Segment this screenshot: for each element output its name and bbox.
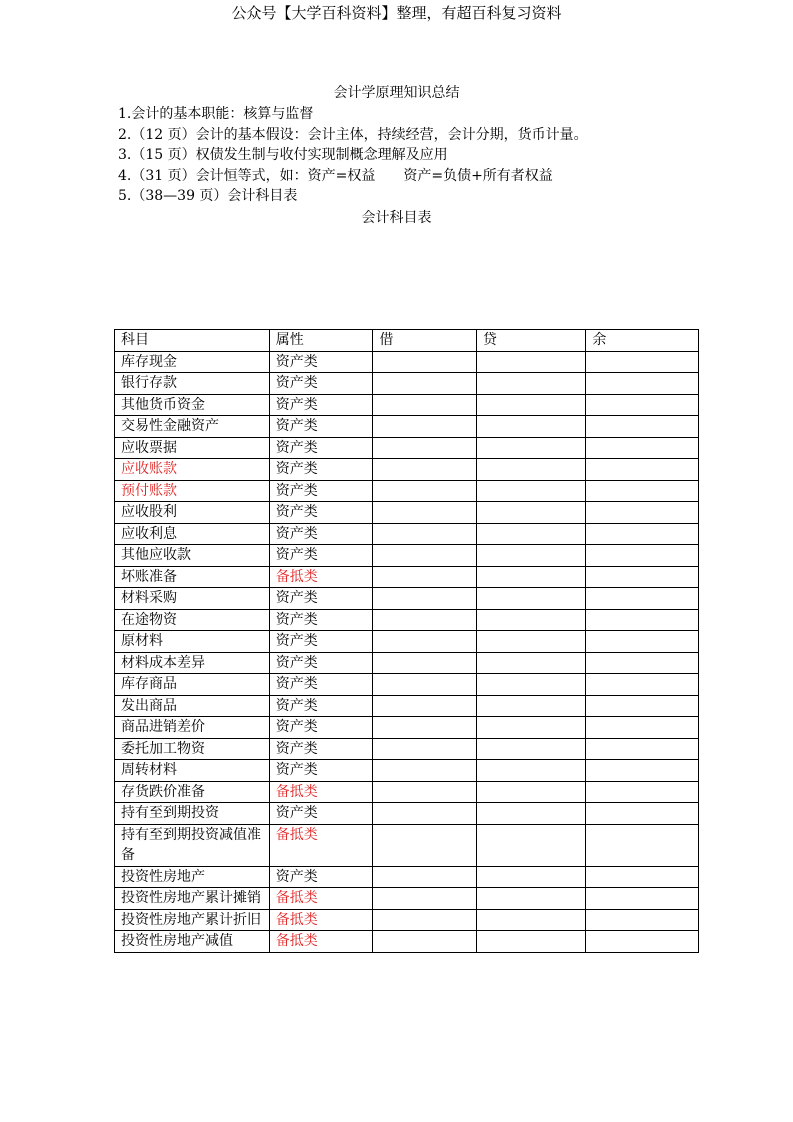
balance-cell [586, 803, 699, 825]
credit-cell [476, 437, 586, 459]
account-name-cell: 投资性房地产累计摊销 [115, 888, 270, 910]
account-name-cell: 应收股利 [115, 502, 270, 524]
table-row [115, 566, 699, 588]
document-title: 会计学原理知识总结 [333, 85, 460, 101]
credit-cell [476, 588, 586, 610]
credit-cell [476, 781, 586, 803]
table-row [115, 545, 699, 567]
account-name-cell: 其他货币资金 [115, 394, 270, 416]
account-name-cell: 委托加工物资 [115, 738, 270, 760]
balance-cell [586, 866, 699, 888]
debit-cell [373, 523, 477, 545]
credit-cell [476, 760, 586, 782]
table-row [115, 609, 699, 631]
debit-cell [373, 373, 477, 395]
key-points-list [118, 104, 758, 207]
account-name-cell: 交易性金融资产 [115, 416, 270, 438]
balance-cell [586, 437, 699, 459]
account-name-cell: 材料采购 [115, 588, 270, 610]
credit-cell [476, 394, 586, 416]
table-row [115, 824, 699, 866]
credit-cell [476, 351, 586, 373]
balance-cell [586, 738, 699, 760]
key-point: 5.（38—39 页）会计科目表 [118, 188, 298, 204]
account-name-cell: 原材料 [115, 631, 270, 653]
debit-cell [373, 931, 477, 953]
balance-cell [586, 674, 699, 696]
account-name-cell: 库存商品 [115, 674, 270, 696]
balance-cell [586, 909, 699, 931]
balance-cell [586, 459, 699, 481]
account-name-cell: 投资性房地产 [115, 866, 270, 888]
account-attribute-cell: 资产类 [269, 502, 373, 524]
debit-cell [373, 781, 477, 803]
debit-cell [373, 909, 477, 931]
account-attribute-cell: 备抵类 [269, 888, 373, 910]
credit-cell [476, 866, 586, 888]
balance-cell [586, 480, 699, 502]
account-attribute-cell: 备抵类 [269, 909, 373, 931]
debit-cell [373, 866, 477, 888]
balance-cell [586, 588, 699, 610]
account-attribute-cell: 资产类 [269, 588, 373, 610]
account-attribute-cell: 资产类 [269, 652, 373, 674]
balance-cell [586, 888, 699, 910]
account-attribute-cell: 资产类 [269, 480, 373, 502]
account-name-cell: 发出商品 [115, 695, 270, 717]
account-attribute-cell: 资产类 [269, 738, 373, 760]
credit-cell [476, 480, 586, 502]
table-header-row [115, 330, 699, 352]
debit-cell [373, 416, 477, 438]
credit-cell [476, 502, 586, 524]
header-balance: 余 [586, 330, 699, 352]
key-point: 1.会计的基本职能：核算与监督 [118, 106, 314, 122]
account-name-cell: 银行存款 [115, 373, 270, 395]
account-name-cell: 材料成本差异 [115, 652, 270, 674]
credit-cell [476, 566, 586, 588]
account-attribute-cell: 资产类 [269, 866, 373, 888]
table-row [115, 909, 699, 931]
account-attribute-cell: 资产类 [269, 416, 373, 438]
debit-cell [373, 351, 477, 373]
key-point: 4.（31 页）会计恒等式，如：资产=权益 资产=负债+所有者权益 [118, 167, 553, 184]
header-note: 公众号【大学百科资料】整理，有超百科复习资料 [231, 4, 562, 22]
balance-cell [586, 760, 699, 782]
table-title: 会计科目表 [361, 210, 432, 226]
credit-cell [476, 803, 586, 825]
debit-cell [373, 738, 477, 760]
debit-cell [373, 888, 477, 910]
credit-cell [476, 909, 586, 931]
credit-cell [476, 373, 586, 395]
credit-cell [476, 931, 586, 953]
account-name-cell: 周转材料 [115, 760, 270, 782]
balance-cell [586, 523, 699, 545]
table-row [115, 866, 699, 888]
credit-cell [476, 888, 586, 910]
credit-cell [476, 416, 586, 438]
table-row [115, 931, 699, 953]
balance-cell [586, 781, 699, 803]
debit-cell [373, 631, 477, 653]
debit-cell [373, 459, 477, 481]
accounts-table [114, 329, 699, 953]
table-row [115, 480, 699, 502]
table-row [115, 351, 699, 373]
account-attribute-cell: 资产类 [269, 373, 373, 395]
account-attribute-cell: 资产类 [269, 609, 373, 631]
debit-cell [373, 609, 477, 631]
balance-cell [586, 416, 699, 438]
table-row [115, 502, 699, 524]
account-attribute-cell: 资产类 [269, 674, 373, 696]
credit-cell [476, 717, 586, 739]
account-attribute-cell: 资产类 [269, 459, 373, 481]
balance-cell [586, 566, 699, 588]
account-name-cell: 坏账准备 [115, 566, 270, 588]
debit-cell [373, 588, 477, 610]
account-attribute-cell: 资产类 [269, 437, 373, 459]
table-row [115, 652, 699, 674]
header-account: 科目 [115, 330, 270, 352]
balance-cell [586, 545, 699, 567]
account-attribute-cell: 资产类 [269, 545, 373, 567]
account-name-cell: 存货跌价准备 [115, 781, 270, 803]
account-name-cell: 投资性房地产减值 [115, 931, 270, 953]
account-attribute-cell: 备抵类 [269, 566, 373, 588]
table-row [115, 781, 699, 803]
balance-cell [586, 394, 699, 416]
account-attribute-cell: 资产类 [269, 351, 373, 373]
balance-cell [586, 695, 699, 717]
table-row [115, 459, 699, 481]
account-name-cell: 其他应收款 [115, 545, 270, 567]
debit-cell [373, 502, 477, 524]
debit-cell [373, 717, 477, 739]
table-row [115, 588, 699, 610]
debit-cell [373, 394, 477, 416]
credit-cell [476, 631, 586, 653]
table-row [115, 695, 699, 717]
key-point: 2.（12 页）会计的基本假设：会计主体，持续经营，会计分期，货币计量。 [118, 126, 588, 143]
table-row [115, 803, 699, 825]
table-row [115, 373, 699, 395]
table-row [115, 717, 699, 739]
key-point: 3.（15 页）权债发生制与收付实现制概念理解及应用 [118, 147, 448, 163]
debit-cell [373, 803, 477, 825]
account-attribute-cell: 资产类 [269, 803, 373, 825]
account-attribute-cell: 资产类 [269, 394, 373, 416]
debit-cell [373, 437, 477, 459]
debit-cell [373, 545, 477, 567]
table-row [115, 394, 699, 416]
balance-cell [586, 717, 699, 739]
account-attribute-cell: 备抵类 [269, 931, 373, 953]
debit-cell [373, 566, 477, 588]
credit-cell [476, 652, 586, 674]
debit-cell [373, 652, 477, 674]
account-name-cell: 商品进销差价 [115, 717, 270, 739]
credit-cell [476, 824, 586, 866]
account-attribute-cell: 资产类 [269, 760, 373, 782]
table-row [115, 888, 699, 910]
account-name-cell: 持有至到期投资 [115, 803, 270, 825]
account-attribute-cell: 资产类 [269, 695, 373, 717]
balance-cell [586, 652, 699, 674]
table-row [115, 760, 699, 782]
balance-cell [586, 609, 699, 631]
header-attribute: 属性 [269, 330, 373, 352]
account-name-cell: 预付账款 [115, 480, 270, 502]
balance-cell [586, 351, 699, 373]
debit-cell [373, 824, 477, 866]
accounts-table-body [115, 351, 699, 952]
account-attribute-cell: 资产类 [269, 717, 373, 739]
credit-cell [476, 695, 586, 717]
table-row [115, 738, 699, 760]
table-row [115, 674, 699, 696]
balance-cell [586, 373, 699, 395]
debit-cell [373, 480, 477, 502]
account-attribute-cell: 备抵类 [269, 781, 373, 803]
credit-cell [476, 674, 586, 696]
account-name-cell: 投资性房地产累计折旧 [115, 909, 270, 931]
table-row [115, 631, 699, 653]
account-name-cell: 应收账款 [115, 459, 270, 481]
credit-cell [476, 459, 586, 481]
account-name-cell: 持有至到期投资减值准备 [115, 824, 270, 866]
credit-cell [476, 523, 586, 545]
table-row [115, 523, 699, 545]
credit-cell [476, 545, 586, 567]
account-name-cell: 在途物资 [115, 609, 270, 631]
credit-cell [476, 609, 586, 631]
table-row [115, 416, 699, 438]
credit-cell [476, 738, 586, 760]
account-attribute-cell: 资产类 [269, 523, 373, 545]
account-name-cell: 应收利息 [115, 523, 270, 545]
table-row [115, 437, 699, 459]
balance-cell [586, 631, 699, 653]
debit-cell [373, 695, 477, 717]
balance-cell [586, 931, 699, 953]
balance-cell [586, 502, 699, 524]
account-attribute-cell: 备抵类 [269, 824, 373, 866]
debit-cell [373, 760, 477, 782]
account-name-cell: 应收票据 [115, 437, 270, 459]
balance-cell [586, 824, 699, 866]
header-credit: 贷 [476, 330, 586, 352]
header-debit: 借 [373, 330, 477, 352]
account-name-cell: 库存现金 [115, 351, 270, 373]
account-attribute-cell: 资产类 [269, 631, 373, 653]
debit-cell [373, 674, 477, 696]
